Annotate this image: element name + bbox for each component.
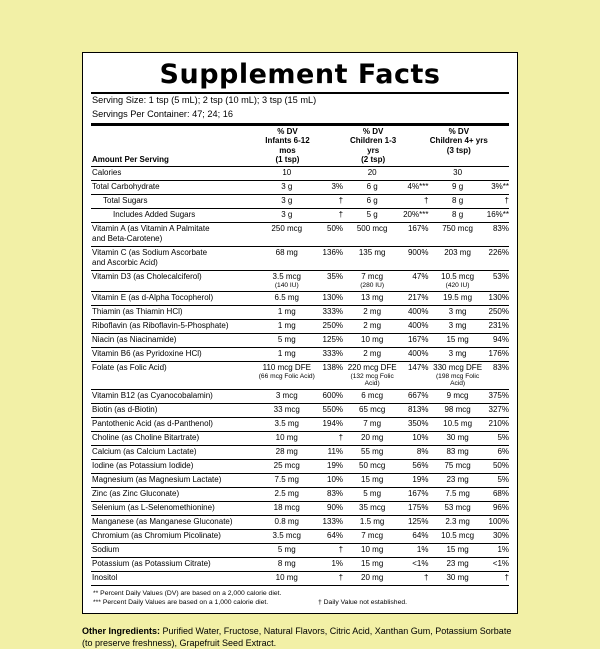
table-row <box>91 473 509 487</box>
header-col3 <box>430 127 489 166</box>
nutrient-dv-col1: † <box>316 543 343 557</box>
nutrient-amount-col3: 750 mcg <box>428 222 486 246</box>
nutrient-amount-col2: 65 mcg <box>343 403 401 417</box>
header-col3-dose: (3 tsp) <box>446 145 471 155</box>
nutrient-dv-col1: 600% <box>316 389 343 403</box>
header-col1 <box>258 127 317 166</box>
table-row <box>91 319 509 333</box>
nutrient-amount-col3: 3 mg <box>428 347 486 361</box>
other-ingredients <box>82 626 522 649</box>
nutrient-dv-col3: 375% <box>487 389 509 403</box>
nutrient-amount-col3: 330 mcg DFE (198 mcg Folic Acid) <box>428 361 486 389</box>
servings-per-container: Servings Per Container: 47; 24; 16 <box>92 109 233 120</box>
nutrient-amount-col1: 10 <box>258 166 316 180</box>
table-row <box>91 487 509 501</box>
nutrient-dv-col3 <box>487 166 509 180</box>
nutrient-dv-col3: 50% <box>487 459 509 473</box>
header-col1-dv-spacer <box>317 127 344 166</box>
nutrient-dv-col2: 125% <box>401 515 428 529</box>
nutrient-amount-col2: 10 mg <box>343 543 401 557</box>
nutrient-name: Selenium (as L-Selenomethionine) <box>91 501 258 515</box>
nutrient-amount-col1: 2.5 mg <box>258 487 316 501</box>
header-col3-group: Children 4+ yrs <box>429 136 488 146</box>
nutrient-amount-col3: 53 mcg <box>428 501 486 515</box>
nutrient-dv-col1 <box>316 166 343 180</box>
nutrient-dv-col1: 130% <box>316 291 343 305</box>
nutrient-dv-col3: 83% <box>487 222 509 246</box>
nutrient-dv-col1: † <box>316 208 343 222</box>
nutrient-amount-col3: 8 g <box>428 208 486 222</box>
nutrient-amount-col3: 10.5 mg <box>428 417 486 431</box>
header-col1-dose: (1 tsp) <box>275 155 300 165</box>
nutrient-dv-col2: 167% <box>401 333 428 347</box>
nutrient-amount-col1: 3 g <box>258 194 316 208</box>
nutrient-amount-col1: 6.5 mg <box>258 291 316 305</box>
nutrient-dv-col2: 47% <box>401 270 428 291</box>
footnotes <box>91 586 509 607</box>
table-row <box>91 389 509 403</box>
nutrient-dv-col3: 327% <box>487 403 509 417</box>
nutrient-amount-col2: 55 mg <box>343 445 401 459</box>
nutrient-amount-col1: 5 mg <box>258 333 316 347</box>
nutrient-dv-col3: 6% <box>487 445 509 459</box>
header-col3-dv-spacer <box>488 127 509 166</box>
nutrient-dv-col2 <box>401 166 428 180</box>
nutrient-amount-col2: 2 mg <box>343 319 401 333</box>
nutrient-name: Magnesium (as Magnesium Lactate) <box>91 473 258 487</box>
table-row <box>91 208 509 222</box>
nutrient-name: Total Sugars <box>91 194 258 208</box>
nutrient-dv-col1: 333% <box>316 347 343 361</box>
nutrient-amount-col3: 7.5 mg <box>428 487 486 501</box>
nutrient-dv-col3: 176% <box>487 347 509 361</box>
nutrient-dv-col3: 96% <box>487 501 509 515</box>
nutrient-dv-col2: 20%*** <box>401 208 428 222</box>
table-row <box>91 417 509 431</box>
nutrient-amount-col1: 3 g <box>258 180 316 194</box>
nutrient-dv-col1: † <box>316 571 343 585</box>
other-ingredients-label: Other Ingredients: <box>82 626 161 636</box>
nutrient-dv-col3: 226% <box>487 246 509 270</box>
nutrient-dv-col2: 900% <box>401 246 428 270</box>
nutrient-amount-col1: 28 mg <box>258 445 316 459</box>
nutrient-amount-col3: 10.5 mcg <box>428 529 486 543</box>
nutrient-dv-col1: 250% <box>316 319 343 333</box>
nutrient-dv-col2: 4%*** <box>401 180 428 194</box>
nutrient-amount-col2: 2 mg <box>343 305 401 319</box>
nutrient-dv-col1: 136% <box>316 246 343 270</box>
nutrition-table <box>91 127 509 166</box>
nutrient-name: Thiamin (as Thiamin HCl) <box>91 305 258 319</box>
nutrient-amount-col2: 6 g <box>343 194 401 208</box>
table-row <box>91 403 509 417</box>
nutrient-dv-col3: 16%** <box>487 208 509 222</box>
nutrient-dv-col3: 231% <box>487 319 509 333</box>
nutrient-amount-col2: 15 mg <box>343 557 401 571</box>
nutrient-dv-col2: 10% <box>401 431 428 445</box>
footnote-2: *** Percent Daily Values are based on a 1,000 calorie diet. <box>93 598 269 606</box>
nutrient-amount-col3: 9 g <box>428 180 486 194</box>
nutrient-amount-col1: 250 mcg <box>258 222 316 246</box>
table-row <box>91 291 509 305</box>
supplement-facts-panel <box>82 52 518 614</box>
nutrient-dv-col3: 5% <box>487 431 509 445</box>
nutrient-amount-col1: 1 mg <box>258 305 316 319</box>
nutrient-name: Zinc (as Zinc Gluconate) <box>91 487 258 501</box>
header-col3-dv: % DV <box>448 126 470 136</box>
nutrient-dv-col1: 550% <box>316 403 343 417</box>
table-row <box>91 194 509 208</box>
table-row <box>91 431 509 445</box>
nutrient-amount-col1: 10 mg <box>258 431 316 445</box>
nutrient-amount-col2: 135 mg <box>343 246 401 270</box>
nutrient-dv-col3: 53% <box>487 270 509 291</box>
serving-size: Serving Size: 1 tsp (5 mL); 2 tsp (10 mL); 3 tsp (15 mL) <box>92 95 317 106</box>
nutrient-amount-col2: 5 mg <box>343 487 401 501</box>
page-title: Supplement Facts <box>159 59 441 90</box>
nutrient-amount-col3: 98 mcg <box>428 403 486 417</box>
table-row <box>91 543 509 557</box>
nutrient-dv-col1: 11% <box>316 445 343 459</box>
nutrient-dv-col2: † <box>401 571 428 585</box>
nutrient-amount-col3: 15 mg <box>428 543 486 557</box>
footnote-3: † Daily Value not established. <box>317 598 408 606</box>
nutrient-amount-col3: 9 mcg <box>428 389 486 403</box>
nutrient-dv-col3: 68% <box>487 487 509 501</box>
nutrient-amount-col3: 203 mg <box>428 246 486 270</box>
header-col2-dv: % DV <box>362 126 384 136</box>
table-row <box>91 557 509 571</box>
nutrient-dv-col1: 194% <box>316 417 343 431</box>
table-row <box>91 246 509 270</box>
nutrient-amount-col3: 30 mg <box>428 431 486 445</box>
nutrient-amount-col2: 10 mg <box>343 333 401 347</box>
nutrient-dv-col3: 250% <box>487 305 509 319</box>
nutrient-dv-col1: 50% <box>316 222 343 246</box>
nutrient-dv-col1: 3% <box>316 180 343 194</box>
nutrient-dv-col3: 100% <box>487 515 509 529</box>
nutrient-dv-col1: 1% <box>316 557 343 571</box>
nutrient-amount-col1: 3.5 mcg (140 IU) <box>258 270 316 291</box>
nutrient-amount-col3: 3 mg <box>428 305 486 319</box>
nutrient-dv-col3: 130% <box>487 291 509 305</box>
nutrient-dv-col1: † <box>316 431 343 445</box>
nutrient-name: Biotin (as d-Biotin) <box>91 403 258 417</box>
nutrient-dv-col2: 400% <box>401 305 428 319</box>
divider-above-table <box>91 123 509 126</box>
nutrient-dv-col2: 19% <box>401 473 428 487</box>
nutrient-rows-table <box>91 166 509 585</box>
table-row <box>91 529 509 543</box>
table-row <box>91 361 509 389</box>
nutrient-amount-col1: 3.5 mcg <box>258 529 316 543</box>
nutrient-amount-col3: 23 mg <box>428 557 486 571</box>
nutrient-dv-col2: 1% <box>401 543 428 557</box>
header-col2-group: Children 1-3 yrs <box>350 136 397 155</box>
nutrient-amount-col1: 5 mg <box>258 543 316 557</box>
nutrient-dv-col2: 8% <box>401 445 428 459</box>
nutrient-dv-col3: 5% <box>487 473 509 487</box>
nutrient-dv-col2: 813% <box>401 403 428 417</box>
nutrient-dv-col2: † <box>401 194 428 208</box>
nutrient-dv-col1: 83% <box>316 487 343 501</box>
nutrient-name: Vitamin C (as Sodium Ascorbate and Ascorbic Acid) <box>91 246 258 270</box>
nutrient-dv-col1: † <box>316 194 343 208</box>
header-col2-dv-spacer <box>402 127 429 166</box>
nutrient-name: Calcium (as Calcium Lactate) <box>91 445 258 459</box>
header-col1-dv: % DV <box>277 126 298 136</box>
nutrient-dv-col3: <1% <box>487 557 509 571</box>
nutrient-dv-col1: 138% <box>316 361 343 389</box>
nutrient-amount-col2: 7 mcg (280 IU) <box>343 270 401 291</box>
nutrient-amount-col2: 7 mg <box>343 417 401 431</box>
footnote-row-2 <box>93 598 509 607</box>
nutrient-amount-col2: 2 mg <box>343 347 401 361</box>
table-row <box>91 445 509 459</box>
nutrient-name: Potassium (as Potassium Citrate) <box>91 557 258 571</box>
nutrient-name: Total Carbohydrate <box>91 180 258 194</box>
nutrient-amount-col1: 7.5 mg <box>258 473 316 487</box>
nutrient-dv-col1: 125% <box>316 333 343 347</box>
nutrient-amount-col1: 3 g <box>258 208 316 222</box>
nutrient-amount-col2: 35 mcg <box>343 501 401 515</box>
nutrient-amount-col3: 30 <box>428 166 486 180</box>
nutrient-name: Pantothenic Acid (as d-Panthenol) <box>91 417 258 431</box>
nutrient-dv-col3: † <box>487 571 509 585</box>
nutrient-dv-col3: 1% <box>487 543 509 557</box>
nutrient-amount-col1: 3 mcg <box>258 389 316 403</box>
nutrient-dv-col3: † <box>487 194 509 208</box>
nutrient-name: Calories <box>91 166 258 180</box>
nutrient-amount-col3: 10.5 mcg (420 IU) <box>428 270 486 291</box>
table-header-row <box>91 127 509 166</box>
nutrient-name: Iodine (as Potassium Iodide) <box>91 459 258 473</box>
nutrient-dv-col2: 167% <box>401 222 428 246</box>
nutrient-dv-col1: 90% <box>316 501 343 515</box>
table-row <box>91 222 509 246</box>
nutrient-amount-col1: 1 mg <box>258 319 316 333</box>
nutrient-name: Vitamin B12 (as Cyanocobalamin) <box>91 389 258 403</box>
nutrient-amount-col2: 6 mcg <box>343 389 401 403</box>
nutrient-amount-col2: 500 mcg <box>343 222 401 246</box>
table-row <box>91 501 509 515</box>
nutrient-dv-col3: 94% <box>487 333 509 347</box>
table-row <box>91 166 509 180</box>
nutrient-dv-col3: 210% <box>487 417 509 431</box>
nutrient-name: Inositol <box>91 571 258 585</box>
nutrient-dv-col2: 64% <box>401 529 428 543</box>
table-row <box>91 459 509 473</box>
nutrient-amount-col2: 5 g <box>343 208 401 222</box>
nutrient-dv-col3: 3%** <box>487 180 509 194</box>
nutrient-dv-col1: 333% <box>316 305 343 319</box>
table-row <box>91 515 509 529</box>
nutrient-name: Vitamin D3 (as Cholecalciferol) <box>91 270 258 291</box>
nutrient-amount-col2: 13 mg <box>343 291 401 305</box>
header-amount-per-serving: Amount Per Serving <box>92 155 169 165</box>
nutrient-amount-col1: 3.5 mg <box>258 417 316 431</box>
nutrient-dv-col2: 167% <box>401 487 428 501</box>
nutrient-dv-col2: 217% <box>401 291 428 305</box>
table-row <box>91 347 509 361</box>
nutrient-amount-col2: 220 mcg DFE (132 mcg Folic Acid) <box>343 361 401 389</box>
nutrient-name: Manganese (as Manganese Gluconate) <box>91 515 258 529</box>
nutrient-dv-col2: 400% <box>401 347 428 361</box>
nutrient-dv-col2: 175% <box>401 501 428 515</box>
nutrient-name: Choline (as Choline Bitartrate) <box>91 431 258 445</box>
header-col2-dose: (2 tsp) <box>361 155 386 165</box>
nutrient-amount-col1: 1 mg <box>258 347 316 361</box>
nutrient-name: Folate (as Folic Acid) <box>91 361 258 389</box>
nutrient-amount-col3: 15 mg <box>428 333 486 347</box>
nutrient-name: Vitamin A (as Vitamin A Palmitate and Beta-Carotene) <box>91 222 258 246</box>
nutrient-amount-col3: 2.3 mg <box>428 515 486 529</box>
nutrient-amount-col2: 6 g <box>343 180 401 194</box>
nutrient-amount-col3: 8 g <box>428 194 486 208</box>
nutrient-name: Niacin (as Niacinamide) <box>91 333 258 347</box>
nutrient-amount-col2: 20 mg <box>343 571 401 585</box>
nutrient-amount-col2: 50 mcg <box>343 459 401 473</box>
nutrient-name: Riboflavin (as Riboflavin-5-Phosphate) <box>91 319 258 333</box>
footnote-1: ** Percent Daily Values (DV) are based on a 2,000 calorie diet. <box>93 589 282 597</box>
nutrient-dv-col2: 350% <box>401 417 428 431</box>
nutrient-amount-col2: 15 mg <box>343 473 401 487</box>
table-row <box>91 270 509 291</box>
nutrient-amount-col1: 33 mcg <box>258 403 316 417</box>
nutrient-amount-col1: 110 mcg DFE (66 mcg Folic Acid) <box>258 361 316 389</box>
table-row <box>91 333 509 347</box>
nutrient-dv-col3: 83% <box>487 361 509 389</box>
nutrient-amount-col3: 23 mg <box>428 473 486 487</box>
header-col1-group: Infants 6-12 mos <box>265 136 310 155</box>
table-row <box>91 571 509 585</box>
nutrient-name: Includes Added Sugars <box>91 208 258 222</box>
nutrient-amount-col3: 19.5 mg <box>428 291 486 305</box>
nutrient-dv-col1: 133% <box>316 515 343 529</box>
nutrient-amount-col1: 25 mcg <box>258 459 316 473</box>
nutrient-amount-col3: 83 mg <box>428 445 486 459</box>
nutrient-amount-col1: 8 mg <box>258 557 316 571</box>
nutrient-amount-col3: 3 mg <box>428 319 486 333</box>
nutrient-amount-col1: 0.8 mg <box>258 515 316 529</box>
table-row <box>91 305 509 319</box>
nutrient-dv-col1: 35% <box>316 270 343 291</box>
nutrient-dv-col3: 30% <box>487 529 509 543</box>
nutrient-name: Sodium <box>91 543 258 557</box>
header-col2 <box>344 127 403 166</box>
nutrient-amount-col2: 7 mcg <box>343 529 401 543</box>
nutrient-dv-col2: <1% <box>401 557 428 571</box>
nutrient-dv-col2: 667% <box>401 389 428 403</box>
nutrient-amount-col2: 1.5 mg <box>343 515 401 529</box>
nutrient-amount-col1: 18 mcg <box>258 501 316 515</box>
nutrient-dv-col1: 10% <box>316 473 343 487</box>
other-ingredients-text: Purified Water, Fructose, Natural Flavors, Citric Acid, Xanthan Gum, Potassium Sorbate (to preserve freshness), Grapefruit Seed Extract. <box>82 626 512 648</box>
nutrient-dv-col1: 64% <box>316 529 343 543</box>
nutrient-amount-col1: 68 mg <box>258 246 316 270</box>
nutrient-name: Chromium (as Chromium Picolinate) <box>91 529 258 543</box>
nutrient-amount-col3: 30 mg <box>428 571 486 585</box>
nutrient-amount-col3: 75 mcg <box>428 459 486 473</box>
nutrient-amount-col1: 10 mg <box>258 571 316 585</box>
nutrient-name: Vitamin E (as d-Alpha Tocopherol) <box>91 291 258 305</box>
table-row <box>91 180 509 194</box>
nutrient-dv-col2: 147% <box>401 361 428 389</box>
nutrient-amount-col2: 20 mg <box>343 431 401 445</box>
nutrient-dv-col2: 56% <box>401 459 428 473</box>
nutrient-name: Vitamin B6 (as Pyridoxine HCl) <box>91 347 258 361</box>
nutrient-dv-col1: 19% <box>316 459 343 473</box>
nutrient-amount-col2: 20 <box>343 166 401 180</box>
nutrient-dv-col2: 400% <box>401 319 428 333</box>
